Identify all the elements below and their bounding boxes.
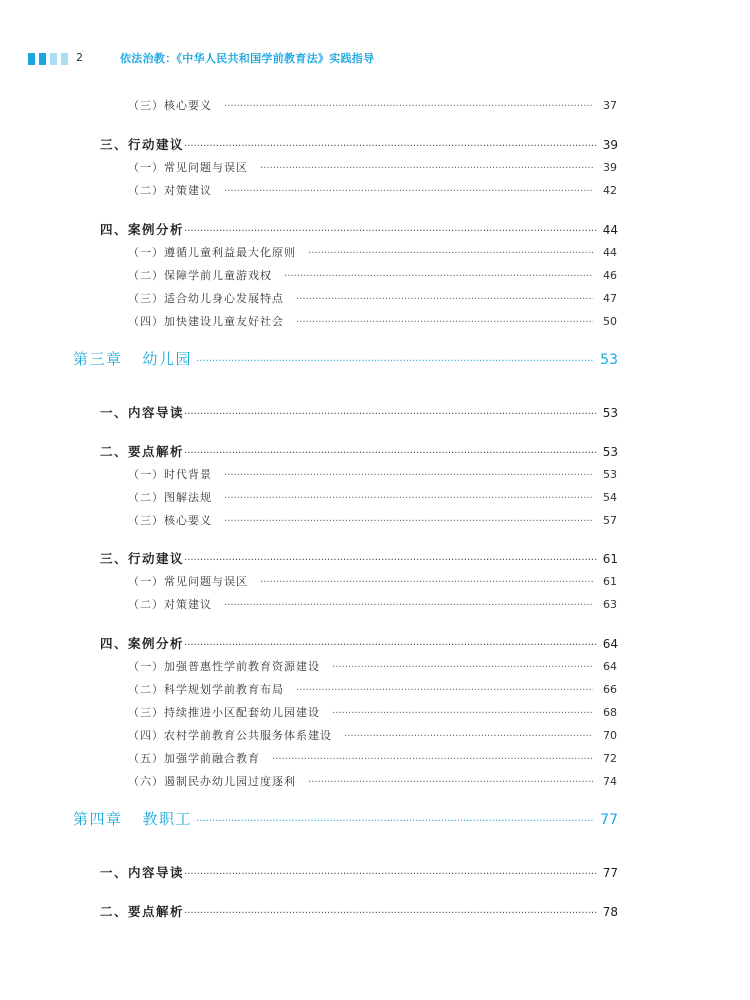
toc-entry-page: 42 — [603, 184, 617, 197]
toc-entry[interactable] — [0, 773, 750, 789]
toc-section-label: 一、内容导读 — [100, 405, 185, 420]
toc-entry-label: （三）核心要义 — [128, 99, 212, 112]
toc-section-label: 二、要点解析 — [100, 444, 185, 459]
leader-dots — [184, 869, 597, 880]
toc-section-label: 四、案例分析 — [100, 636, 185, 651]
leader-dots — [332, 662, 593, 673]
toc-section[interactable] — [0, 902, 750, 920]
toc-chapter[interactable] — [0, 348, 750, 369]
toc-section[interactable] — [0, 442, 750, 460]
toc-entry[interactable] — [0, 244, 750, 260]
toc-section-label: 三、行动建议 — [100, 137, 185, 152]
toc-section[interactable] — [0, 863, 750, 881]
toc-section-label: 二、要点解析 — [100, 904, 185, 919]
toc-entry[interactable] — [0, 267, 750, 283]
toc-entry[interactable] — [0, 512, 750, 528]
leader-dots — [296, 294, 593, 305]
toc-section-page: 78 — [602, 905, 618, 919]
toc-section-page: 39 — [602, 138, 618, 152]
toc-entry-label: （二）对策建议 — [128, 598, 212, 611]
toc-entry-label: （二）保障学前儿童游戏权 — [128, 269, 272, 282]
toc-entry-page: 47 — [603, 292, 617, 305]
header-bar — [28, 53, 35, 65]
toc-entry-page: 63 — [603, 598, 617, 611]
toc-chapter-title: 教职工 — [142, 810, 193, 828]
leader-dots — [224, 600, 593, 611]
toc-entry[interactable] — [0, 159, 750, 175]
leader-dots — [284, 271, 593, 282]
toc-section-page: 44 — [602, 223, 618, 237]
leader-dots — [224, 516, 593, 527]
toc-entry[interactable] — [0, 466, 750, 482]
toc-section-page: 61 — [602, 552, 618, 566]
toc-entry[interactable] — [0, 658, 750, 674]
leader-dots — [296, 317, 593, 328]
toc-entry-label: （一）时代背景 — [128, 468, 212, 481]
leader-dots — [308, 248, 593, 259]
toc-entry-label: （四）农村学前教育公共服务体系建设 — [128, 729, 332, 742]
toc-entry[interactable] — [0, 182, 750, 198]
toc-section[interactable] — [0, 403, 750, 421]
toc-entry-label: （六）遏制民办幼儿园过度逐利 — [128, 775, 296, 788]
toc-chapter-number: 第四章 — [73, 810, 123, 828]
toc-chapter[interactable] — [0, 808, 750, 829]
toc-section-label: 四、案例分析 — [100, 222, 185, 237]
header-bar — [61, 53, 68, 65]
header-book-title: 依法治教：《中华人民共和国学前教育法》实践指导 — [120, 52, 375, 65]
toc-entry-label: （二）科学规划学前教育布局 — [128, 683, 284, 696]
toc-entry-page: 39 — [603, 161, 617, 174]
toc-section-label: 一、内容导读 — [100, 865, 185, 880]
toc-entry[interactable] — [0, 750, 750, 766]
leader-dots — [272, 754, 593, 765]
header-bar — [50, 53, 57, 65]
toc-section-page: 77 — [602, 866, 618, 880]
leader-dots — [184, 640, 597, 651]
toc-chapter-page: 53 — [600, 352, 618, 368]
leader-dots — [184, 141, 597, 152]
toc-section[interactable] — [0, 135, 750, 153]
toc-entry-page: 64 — [603, 660, 617, 673]
leader-dots — [332, 708, 593, 719]
leader-dots — [224, 101, 593, 112]
leader-dots — [184, 226, 597, 237]
toc-entry[interactable] — [0, 97, 750, 113]
toc-entry-label: （二）图解法规 — [128, 491, 212, 504]
toc-chapter-title: 幼儿园 — [142, 350, 193, 368]
toc-entry-label: （三）核心要义 — [128, 514, 212, 527]
toc-entry-page: 50 — [603, 315, 617, 328]
toc-section-page: 53 — [602, 406, 618, 420]
toc-entry[interactable] — [0, 727, 750, 743]
toc-entry[interactable] — [0, 573, 750, 589]
toc-entry-label: （五）加强学前融合教育 — [128, 752, 260, 765]
leader-dots — [184, 555, 597, 566]
leader-dots — [308, 777, 593, 788]
toc-entry-page: 74 — [603, 775, 617, 788]
toc-entry-page: 66 — [603, 683, 617, 696]
leader-dots — [224, 470, 593, 481]
toc-chapter-number: 第三章 — [73, 350, 123, 368]
toc-entry[interactable] — [0, 290, 750, 306]
toc-entry[interactable] — [0, 489, 750, 505]
toc-entry-label: （一）加强普惠性学前教育资源建设 — [128, 660, 320, 673]
leader-dots — [344, 731, 593, 742]
leader-dots — [224, 186, 593, 197]
toc-entry-page: 44 — [603, 246, 617, 259]
toc-entry[interactable] — [0, 596, 750, 612]
leader-dots — [184, 409, 597, 420]
toc-section[interactable] — [0, 549, 750, 567]
toc-entry-page: 37 — [603, 99, 617, 112]
toc-entry-label: （一）遵循儿童利益最大化原则 — [128, 246, 296, 259]
toc-entry[interactable] — [0, 704, 750, 720]
toc-section[interactable] — [0, 634, 750, 652]
toc-entry-label: （一）常见问题与误区 — [128, 161, 248, 174]
toc-entry-label: （二）对策建议 — [128, 184, 212, 197]
header-bars — [28, 53, 68, 65]
leader-dots — [260, 577, 593, 588]
leader-dots — [260, 163, 593, 174]
leader-dots — [184, 908, 597, 919]
leader-dots — [196, 816, 594, 827]
toc-entry-label: （三）持续推进小区配套幼儿园建设 — [128, 706, 320, 719]
header-bar — [39, 53, 46, 65]
toc-section-label: 三、行动建议 — [100, 551, 185, 566]
leader-dots — [196, 356, 594, 367]
toc-entry-page: 72 — [603, 752, 617, 765]
toc-entry-label: （三）适合幼儿身心发展特点 — [128, 292, 284, 305]
toc-section-page: 64 — [602, 637, 618, 651]
toc-entry[interactable] — [0, 313, 750, 329]
toc-entry-label: （四）加快建设儿童友好社会 — [128, 315, 284, 328]
toc-entry-page: 70 — [603, 729, 617, 742]
header-page-number: 2 — [76, 51, 83, 64]
leader-dots — [184, 448, 597, 459]
toc-entry-page: 54 — [603, 491, 617, 504]
toc-entry-label: （一）常见问题与误区 — [128, 575, 248, 588]
leader-dots — [224, 493, 593, 504]
toc-entry-page: 68 — [603, 706, 617, 719]
toc-section-page: 53 — [602, 445, 618, 459]
toc-entry-page: 53 — [603, 468, 617, 481]
toc-entry-page: 61 — [603, 575, 617, 588]
toc-entry-page: 46 — [603, 269, 617, 282]
toc-chapter-page: 77 — [600, 812, 618, 828]
toc-section[interactable] — [0, 220, 750, 238]
toc-entry[interactable] — [0, 681, 750, 697]
toc-entry-page: 57 — [603, 514, 617, 527]
leader-dots — [296, 685, 593, 696]
